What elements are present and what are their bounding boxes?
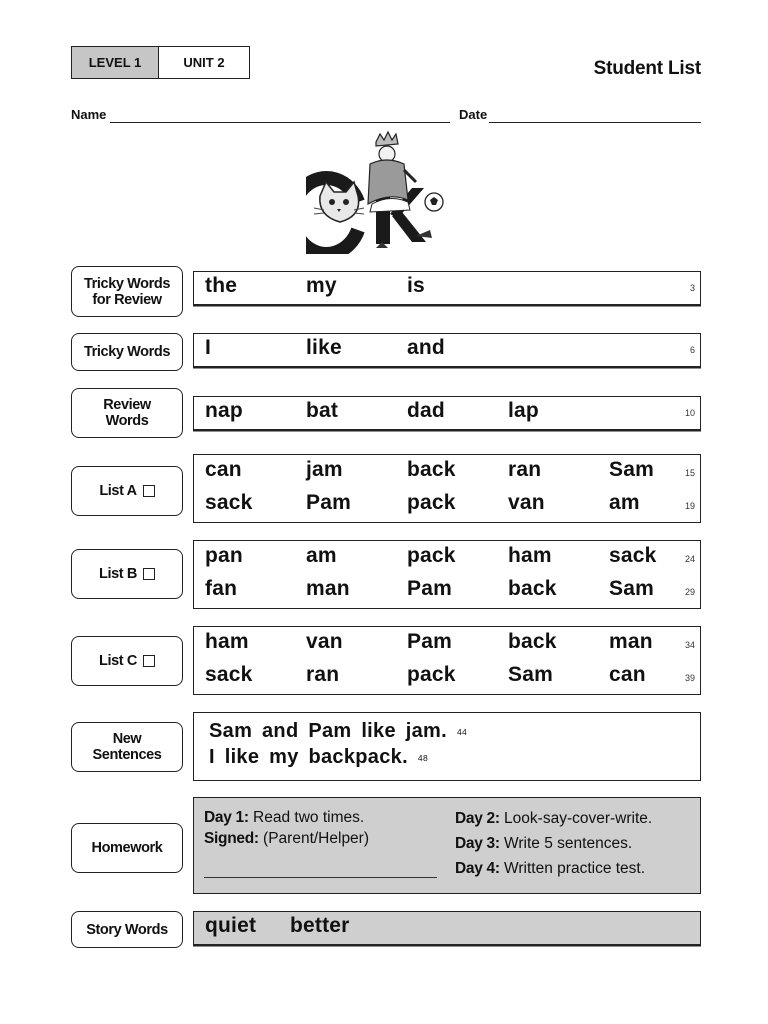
date-line xyxy=(489,122,701,123)
word: back xyxy=(508,630,557,653)
label-homework: Homework xyxy=(71,823,183,873)
homework-box xyxy=(193,797,701,894)
homework-day3: Day 3: Write 5 sentences. xyxy=(455,835,633,852)
new-sentences-box xyxy=(193,712,701,781)
ball-icon xyxy=(425,193,443,211)
word-count: 34 xyxy=(684,640,695,650)
word: back xyxy=(407,458,456,481)
list-c-checkbox[interactable] xyxy=(143,655,155,667)
word: ham xyxy=(508,544,552,567)
word: ran xyxy=(508,458,542,481)
label-tricky-words-for-review: Tricky Words for Review xyxy=(71,266,183,317)
story-words-box xyxy=(193,911,701,945)
signature-line[interactable] xyxy=(204,877,437,878)
name-line xyxy=(110,122,450,123)
word: and xyxy=(407,336,445,359)
word-count: 29 xyxy=(684,587,695,597)
word: Pam xyxy=(407,577,452,600)
word: bat xyxy=(306,399,339,422)
homework-day1: Day 1: Read two times. xyxy=(204,809,365,826)
list-a-checkbox[interactable] xyxy=(143,485,155,497)
list-c-box xyxy=(193,626,701,695)
list-b-checkbox[interactable] xyxy=(143,568,155,580)
level-tag: LEVEL 1 xyxy=(71,46,159,79)
label-story-words: Story Words xyxy=(71,911,183,948)
word: quiet xyxy=(205,914,257,937)
word: sack xyxy=(205,663,253,686)
word: ham xyxy=(205,630,249,653)
name-label: Name xyxy=(71,107,107,122)
word-count: 3 xyxy=(689,283,695,293)
word: can xyxy=(205,458,242,481)
ck-king-cat-illustration xyxy=(306,130,448,254)
word: Sam xyxy=(609,458,654,481)
word: van xyxy=(508,491,545,514)
word: nap xyxy=(205,399,243,422)
word-count: 6 xyxy=(689,345,695,355)
word: the xyxy=(205,274,238,297)
word: am xyxy=(306,544,337,567)
word: pack xyxy=(407,663,456,686)
list-b-box xyxy=(193,540,701,609)
tricky-review-box xyxy=(193,271,701,305)
word: pack xyxy=(407,491,456,514)
homework-day2: Day 2: Look-say-cover-write. xyxy=(455,810,653,827)
word: van xyxy=(306,630,343,653)
word: Sam xyxy=(508,663,553,686)
word: I xyxy=(205,336,212,359)
word: Pam xyxy=(407,630,452,653)
word: am xyxy=(609,491,640,514)
word: lap xyxy=(508,399,539,422)
word: man xyxy=(609,630,653,653)
word: jam xyxy=(306,458,343,481)
review-box xyxy=(193,396,701,430)
sentence: Sam and Pam like jam. 44 xyxy=(209,720,468,742)
word: like xyxy=(306,336,342,359)
word: Sam xyxy=(609,577,654,600)
label-list-a: List A xyxy=(71,466,183,516)
word-count: 39 xyxy=(684,673,695,683)
word: is xyxy=(407,274,425,297)
homework-day4: Day 4: Written practice test. xyxy=(455,860,646,877)
label-tricky-words: Tricky Words xyxy=(71,333,183,371)
word: dad xyxy=(407,399,445,422)
page-title: Student List xyxy=(593,58,701,79)
word-count: 24 xyxy=(684,554,695,564)
tricky-box xyxy=(193,333,701,367)
word-count: 19 xyxy=(684,501,695,511)
word: man xyxy=(306,577,350,600)
unit-tag: UNIT 2 xyxy=(158,46,250,79)
word: Pam xyxy=(306,491,351,514)
word: my xyxy=(306,274,337,297)
word-count: 10 xyxy=(684,408,695,418)
label-list-c: List C xyxy=(71,636,183,686)
sentence: I like my backpack. 48 xyxy=(209,746,428,768)
word: better xyxy=(290,914,350,937)
word: can xyxy=(609,663,646,686)
word: sack xyxy=(609,544,657,567)
label-list-b: List B xyxy=(71,549,183,599)
word-count: 44 xyxy=(456,727,468,737)
word: pan xyxy=(205,544,243,567)
homework-signed: Signed: (Parent/Helper) xyxy=(204,830,370,847)
word-count: 48 xyxy=(417,753,428,763)
word: fan xyxy=(205,577,238,600)
date-label: Date xyxy=(459,107,488,122)
word: pack xyxy=(407,544,456,567)
word: back xyxy=(508,577,557,600)
word: ran xyxy=(306,663,340,686)
list-a-box xyxy=(193,454,701,523)
label-review-words: Review Words xyxy=(71,388,183,438)
word-count: 15 xyxy=(684,468,695,478)
word: sack xyxy=(205,491,253,514)
label-new-sentences: New Sentences xyxy=(71,722,183,772)
